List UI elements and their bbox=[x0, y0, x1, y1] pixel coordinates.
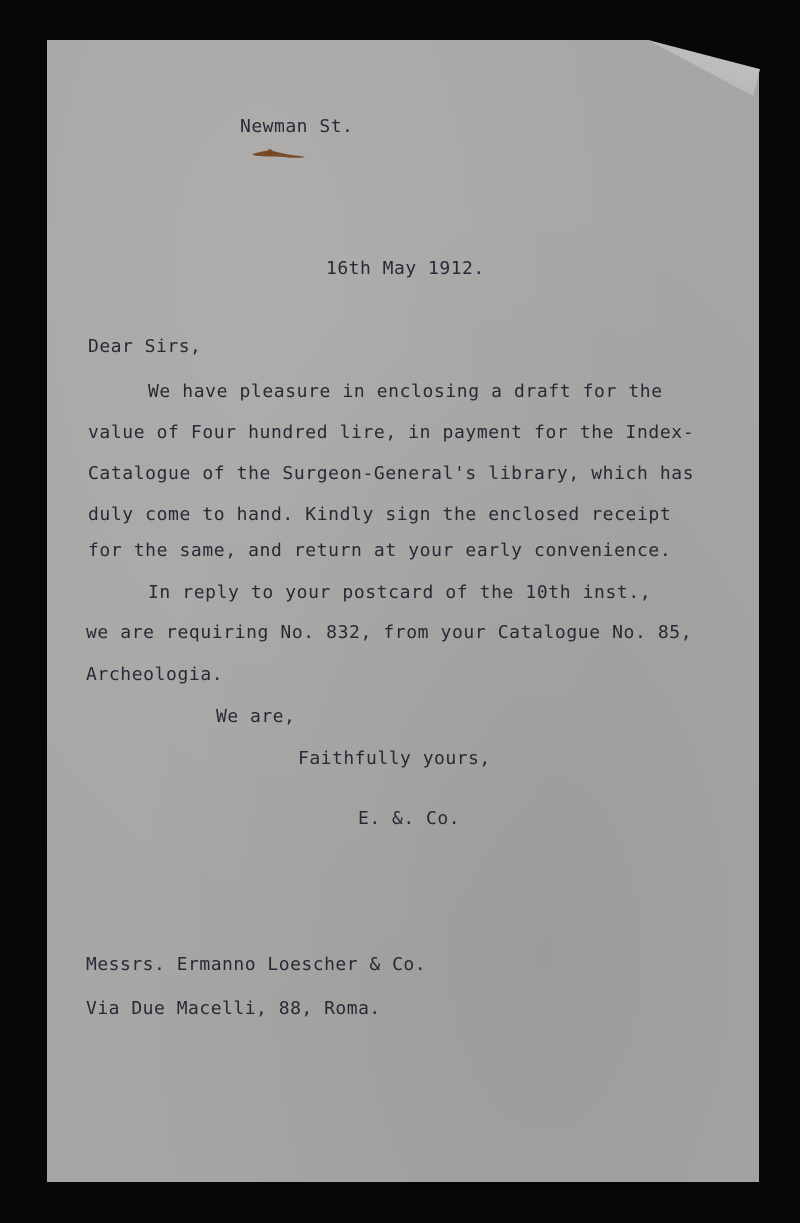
signature: E. &. Co. bbox=[358, 808, 461, 829]
closing-we-are: We are, bbox=[216, 706, 296, 727]
rust-stain-mark bbox=[250, 148, 306, 160]
body-line: Catalogue of the Surgeon-General's library, which has bbox=[88, 463, 695, 484]
closing-faithfully: Faithfully yours, bbox=[298, 748, 491, 769]
body-line: We have pleasure in enclosing a draft for the bbox=[148, 381, 663, 402]
body-line: value of Four hundred lire, in payment for the Index- bbox=[88, 422, 695, 443]
body-line: for the same, and return at your early convenience. bbox=[88, 540, 672, 561]
recipient-name: Messrs. Ermanno Loescher & Co. bbox=[86, 954, 427, 975]
body-line: we are requiring No. 832, from your Catalogue No. 85, bbox=[86, 622, 693, 643]
body-line: In reply to your postcard of the 10th inst., bbox=[148, 582, 652, 603]
letter-date: 16th May 1912. bbox=[326, 258, 485, 279]
salutation: Dear Sirs, bbox=[88, 336, 202, 357]
recipient-address: Via Due Macelli, 88, Roma. bbox=[86, 998, 381, 1019]
header-address: Newman St. bbox=[240, 116, 354, 137]
body-line: duly come to hand. Kindly sign the enclosed receipt bbox=[88, 504, 672, 525]
body-line: Archeologia. bbox=[86, 664, 224, 685]
